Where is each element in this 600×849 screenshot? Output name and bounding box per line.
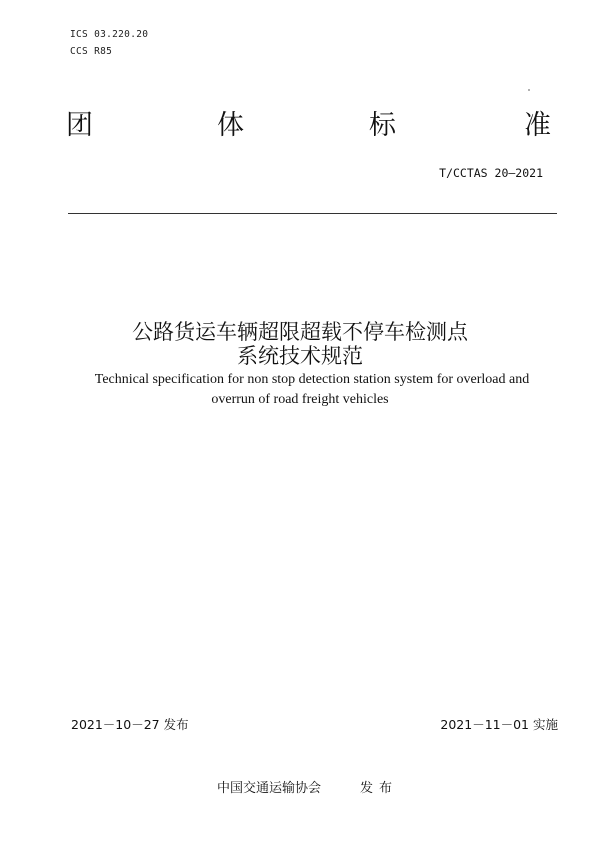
issuing-organization: 中国交通运输协会	[217, 781, 322, 796]
standard-number: T/CCTAS 20—2021	[439, 166, 543, 180]
issue-label: 发布	[360, 781, 399, 796]
ics-code: ICS 03.220.20	[70, 29, 149, 40]
heading-char-ti: 体	[217, 110, 244, 141]
header-divider	[68, 213, 557, 214]
heading-char-tuan: 团	[66, 110, 93, 141]
english-title-line-1: Technical specification for non stop detection station system for overload and	[94, 372, 530, 387]
speck-mark	[528, 89, 530, 91]
english-title-line-2: overrun of road freight vehicles	[211, 392, 389, 407]
chinese-title-line-2: 系统技术规范	[237, 344, 363, 368]
implement-date: 2021－11－01 实施	[440, 717, 558, 732]
heading-char-zhun: 准	[524, 110, 551, 141]
ccs-code: CCS R85	[70, 46, 113, 57]
heading-char-biao: 标	[369, 110, 396, 141]
publish-date: 2021－10－27 发布	[71, 717, 189, 732]
chinese-title-line-1: 公路货运车辆超限超载不停车检测点	[132, 320, 468, 344]
